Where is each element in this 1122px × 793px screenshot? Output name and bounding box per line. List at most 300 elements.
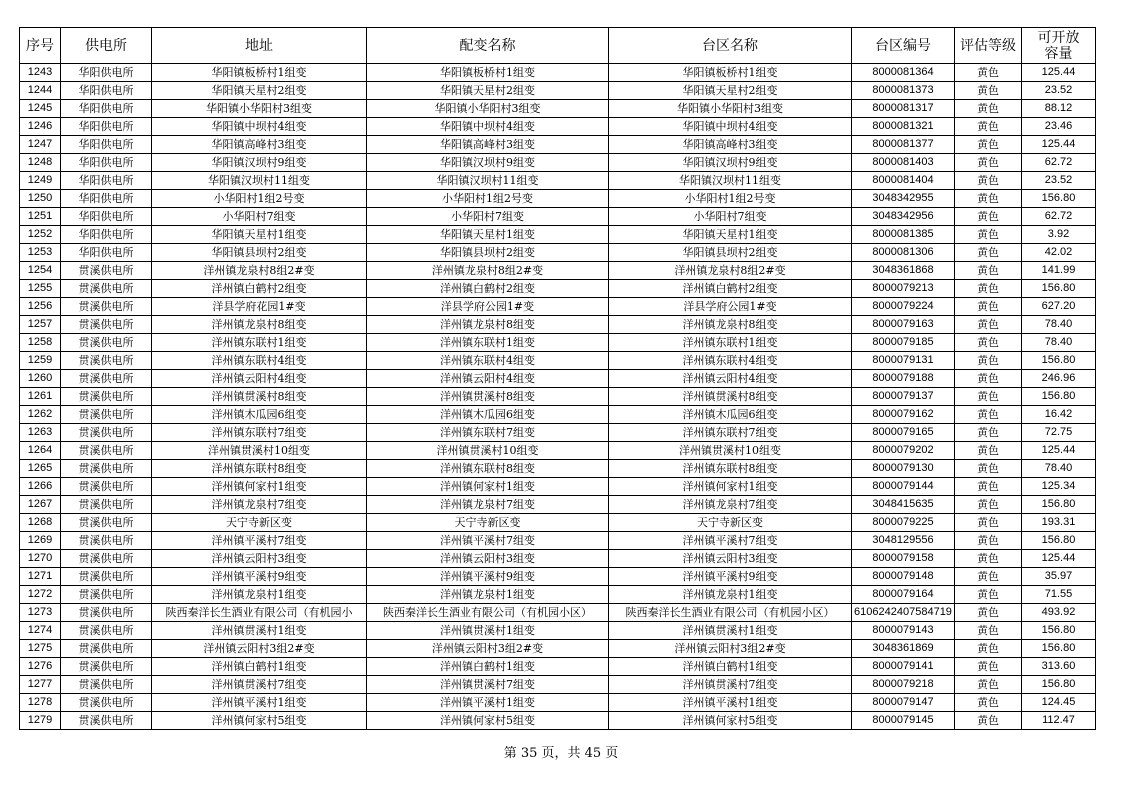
table-row <box>20 154 1096 172</box>
cell-grade: 黄色 <box>955 478 1022 496</box>
cell-capacity: 156.80 <box>1022 622 1096 640</box>
table-row <box>20 64 1096 82</box>
cell-area-name: 华阳镇县坝村2组变 <box>609 244 852 262</box>
cell-area-name: 华阳镇中坝村4组变 <box>609 118 852 136</box>
cell-station: 华阳供电所 <box>61 226 152 244</box>
cell-area-name: 洋州镇东联村7组变 <box>609 424 852 442</box>
cell-transformer: 洋州镇贯溪村1组变 <box>367 622 609 640</box>
cell-seq: 1244 <box>20 82 61 100</box>
col-header-address: 地址 <box>152 28 367 64</box>
cell-seq: 1247 <box>20 136 61 154</box>
cell-transformer: 洋州镇龙泉村1组变 <box>367 586 609 604</box>
cell-address: 洋州镇平溪村7组变 <box>152 532 367 550</box>
cell-station: 华阳供电所 <box>61 154 152 172</box>
cell-station: 贯溪供电所 <box>61 712 152 730</box>
cell-capacity: 78.40 <box>1022 334 1096 352</box>
cell-seq: 1246 <box>20 118 61 136</box>
cell-seq: 1248 <box>20 154 61 172</box>
cell-seq: 1261 <box>20 388 61 406</box>
cell-capacity: 78.40 <box>1022 460 1096 478</box>
cell-address: 洋州镇白鹤村1组变 <box>152 658 367 676</box>
cell-capacity: 156.80 <box>1022 496 1096 514</box>
cell-capacity: 627.20 <box>1022 298 1096 316</box>
cell-capacity: 493.92 <box>1022 604 1096 622</box>
cell-address: 华阳镇小华阳村3组变 <box>152 100 367 118</box>
table-row <box>20 100 1096 118</box>
col-header-station: 供电所 <box>61 28 152 64</box>
cell-station: 华阳供电所 <box>61 64 152 82</box>
cell-seq: 1256 <box>20 298 61 316</box>
cell-area-name: 华阳镇汉坝村9组变 <box>609 154 852 172</box>
cell-grade: 黄色 <box>955 64 1022 82</box>
cell-station: 华阳供电所 <box>61 190 152 208</box>
cell-seq: 1274 <box>20 622 61 640</box>
cell-area-name: 洋州镇东联村4组变 <box>609 352 852 370</box>
cell-area-id: 8000081404 <box>852 172 955 190</box>
cell-capacity: 141.99 <box>1022 262 1096 280</box>
col-header-area-id: 台区编号 <box>852 28 955 64</box>
cell-capacity: 42.02 <box>1022 244 1096 262</box>
cell-seq: 1275 <box>20 640 61 658</box>
cell-station: 贯溪供电所 <box>61 334 152 352</box>
cell-seq: 1249 <box>20 172 61 190</box>
table-row <box>20 514 1096 532</box>
cell-area-name: 洋州镇何家村5组变 <box>609 712 852 730</box>
cell-grade: 黄色 <box>955 316 1022 334</box>
cell-area-id: 8000081317 <box>852 100 955 118</box>
cell-capacity: 125.34 <box>1022 478 1096 496</box>
cell-capacity: 156.80 <box>1022 280 1096 298</box>
cell-grade: 黄色 <box>955 136 1022 154</box>
cell-grade: 黄色 <box>955 712 1022 730</box>
table-row <box>20 262 1096 280</box>
table-row <box>20 316 1096 334</box>
cell-area-name: 洋州镇白鹤村1组变 <box>609 658 852 676</box>
col-header-capacity: 可开放容量 <box>1022 28 1096 64</box>
cell-address: 小华阳村1组2号变 <box>152 190 367 208</box>
table-row <box>20 208 1096 226</box>
cell-area-id: 8000079143 <box>852 622 955 640</box>
cell-address: 洋州镇龙泉村8组2#变 <box>152 262 367 280</box>
cell-area-id: 3048361869 <box>852 640 955 658</box>
cell-transformer: 华阳镇县坝村2组变 <box>367 244 609 262</box>
table-row <box>20 82 1096 100</box>
cell-seq: 1251 <box>20 208 61 226</box>
cell-grade: 黄色 <box>955 208 1022 226</box>
cell-transformer: 小华阳村1组2号变 <box>367 190 609 208</box>
cell-seq: 1278 <box>20 694 61 712</box>
cell-transformer: 华阳镇天星村1组变 <box>367 226 609 244</box>
col-header-seq: 序号 <box>20 28 61 64</box>
cell-transformer: 洋州镇木瓜园6组变 <box>367 406 609 424</box>
col-header-transformer: 配变名称 <box>367 28 609 64</box>
cell-area-name: 天宁寺新区变 <box>609 514 852 532</box>
cell-seq: 1277 <box>20 676 61 694</box>
cell-address: 洋州镇东联村7组变 <box>152 424 367 442</box>
cell-capacity: 72.75 <box>1022 424 1096 442</box>
cell-area-id: 8000079137 <box>852 388 955 406</box>
cell-transformer: 华阳镇汉坝村11组变 <box>367 172 609 190</box>
cell-area-id: 8000079202 <box>852 442 955 460</box>
table-row <box>20 496 1096 514</box>
cell-station: 贯溪供电所 <box>61 388 152 406</box>
cell-station: 贯溪供电所 <box>61 586 152 604</box>
cell-address: 洋州镇木瓜园6组变 <box>152 406 367 424</box>
cell-transformer: 洋州镇龙泉村7组变 <box>367 496 609 514</box>
cell-address: 洋县学府花园1#变 <box>152 298 367 316</box>
cell-capacity: 156.80 <box>1022 352 1096 370</box>
cell-area-name: 洋州镇何家村1组变 <box>609 478 852 496</box>
table-row <box>20 244 1096 262</box>
cell-area-id: 8000079148 <box>852 568 955 586</box>
table-row <box>20 550 1096 568</box>
cell-transformer: 洋州镇云阳村3组变 <box>367 550 609 568</box>
cell-address: 洋州镇贯溪村10组变 <box>152 442 367 460</box>
table-row <box>20 406 1096 424</box>
cell-address: 洋州镇云阳村3组2#变 <box>152 640 367 658</box>
cell-capacity: 78.40 <box>1022 316 1096 334</box>
cell-address: 华阳镇汉坝村9组变 <box>152 154 367 172</box>
cell-address: 洋州镇平溪村1组变 <box>152 694 367 712</box>
table-row <box>20 532 1096 550</box>
cell-station: 贯溪供电所 <box>61 262 152 280</box>
table-row <box>20 388 1096 406</box>
cell-transformer: 洋州镇东联村1组变 <box>367 334 609 352</box>
cell-address: 陕西秦洋长生酒业有限公司（有机园小 <box>152 604 367 622</box>
cell-grade: 黄色 <box>955 298 1022 316</box>
cell-station: 华阳供电所 <box>61 208 152 226</box>
cell-area-id: 8000079131 <box>852 352 955 370</box>
cell-area-name: 洋州镇贯溪村7组变 <box>609 676 852 694</box>
cell-station: 贯溪供电所 <box>61 280 152 298</box>
cell-address: 洋州镇龙泉村7组变 <box>152 496 367 514</box>
cell-area-name: 洋州镇龙泉村8组变 <box>609 316 852 334</box>
table-row <box>20 172 1096 190</box>
cell-transformer: 洋州镇云阳村3组2#变 <box>367 640 609 658</box>
cell-station: 贯溪供电所 <box>61 550 152 568</box>
cell-seq: 1276 <box>20 658 61 676</box>
table-row <box>20 604 1096 622</box>
cell-grade: 黄色 <box>955 118 1022 136</box>
cell-address: 华阳镇板桥村1组变 <box>152 64 367 82</box>
cell-station: 华阳供电所 <box>61 244 152 262</box>
table-row <box>20 568 1096 586</box>
cell-area-name: 华阳镇小华阳村3组变 <box>609 100 852 118</box>
cell-capacity: 156.80 <box>1022 388 1096 406</box>
cell-address: 洋州镇贯溪村7组变 <box>152 676 367 694</box>
cell-grade: 黄色 <box>955 550 1022 568</box>
cell-transformer: 陕西秦洋长生酒业有限公司（有机园小区） <box>367 604 609 622</box>
cell-seq: 1257 <box>20 316 61 334</box>
cell-address: 天宁寺新区变 <box>152 514 367 532</box>
col-header-grade: 评估等级 <box>955 28 1022 64</box>
cell-seq: 1272 <box>20 586 61 604</box>
cell-capacity: 156.80 <box>1022 190 1096 208</box>
cell-area-id: 8000081364 <box>852 64 955 82</box>
cell-address: 洋州镇东联村8组变 <box>152 460 367 478</box>
cell-grade: 黄色 <box>955 640 1022 658</box>
cell-grade: 黄色 <box>955 244 1022 262</box>
cell-grade: 黄色 <box>955 154 1022 172</box>
cell-transformer: 洋州镇平溪村9组变 <box>367 568 609 586</box>
cell-transformer: 洋州镇平溪村1组变 <box>367 694 609 712</box>
table-row <box>20 658 1096 676</box>
cell-address: 洋州镇平溪村9组变 <box>152 568 367 586</box>
cell-area-id: 8000079147 <box>852 694 955 712</box>
table-row <box>20 370 1096 388</box>
cell-transformer: 洋县学府公园1#变 <box>367 298 609 316</box>
cell-grade: 黄色 <box>955 658 1022 676</box>
cell-area-name: 洋州镇平溪村7组变 <box>609 532 852 550</box>
cell-grade: 黄色 <box>955 280 1022 298</box>
cell-area-name: 洋州镇龙泉村7组变 <box>609 496 852 514</box>
cell-station: 华阳供电所 <box>61 118 152 136</box>
cell-area-name: 洋州镇龙泉村1组变 <box>609 586 852 604</box>
cell-area-id: 8000079145 <box>852 712 955 730</box>
cell-capacity: 156.80 <box>1022 640 1096 658</box>
cell-seq: 1279 <box>20 712 61 730</box>
table-body <box>20 64 1096 730</box>
cell-area-id: 8000081373 <box>852 82 955 100</box>
table-row <box>20 118 1096 136</box>
cell-station: 贯溪供电所 <box>61 640 152 658</box>
cell-grade: 黄色 <box>955 694 1022 712</box>
cell-address: 华阳镇高峰村3组变 <box>152 136 367 154</box>
cell-grade: 黄色 <box>955 460 1022 478</box>
cell-area-name: 洋州镇平溪村9组变 <box>609 568 852 586</box>
cell-area-id: 8000081385 <box>852 226 955 244</box>
cell-address: 华阳镇县坝村2组变 <box>152 244 367 262</box>
cell-seq: 1250 <box>20 190 61 208</box>
cell-grade: 黄色 <box>955 262 1022 280</box>
cell-grade: 黄色 <box>955 514 1022 532</box>
cell-station: 贯溪供电所 <box>61 568 152 586</box>
cell-grade: 黄色 <box>955 334 1022 352</box>
cell-grade: 黄色 <box>955 82 1022 100</box>
cell-station: 贯溪供电所 <box>61 298 152 316</box>
header-row <box>20 28 1096 64</box>
cell-grade: 黄色 <box>955 604 1022 622</box>
cell-transformer: 洋州镇白鹤村2组变 <box>367 280 609 298</box>
cell-capacity: 35.97 <box>1022 568 1096 586</box>
cell-address: 华阳镇天星村2组变 <box>152 82 367 100</box>
cell-seq: 1245 <box>20 100 61 118</box>
cell-address: 洋州镇贯溪村1组变 <box>152 622 367 640</box>
table-row <box>20 334 1096 352</box>
cell-grade: 黄色 <box>955 406 1022 424</box>
cell-area-id: 8000079225 <box>852 514 955 532</box>
table-row <box>20 298 1096 316</box>
cell-area-id: 8000079130 <box>852 460 955 478</box>
cell-address: 洋州镇云阳村4组变 <box>152 370 367 388</box>
cell-station: 华阳供电所 <box>61 100 152 118</box>
table-row <box>20 442 1096 460</box>
cell-grade: 黄色 <box>955 676 1022 694</box>
cell-station: 华阳供电所 <box>61 136 152 154</box>
cell-address: 华阳镇中坝村4组变 <box>152 118 367 136</box>
cell-area-id: 8000079144 <box>852 478 955 496</box>
cell-station: 贯溪供电所 <box>61 622 152 640</box>
cell-address: 洋州镇龙泉村1组变 <box>152 586 367 604</box>
cell-area-id: 8000081403 <box>852 154 955 172</box>
cell-seq: 1270 <box>20 550 61 568</box>
cell-station: 贯溪供电所 <box>61 316 152 334</box>
cell-address: 洋州镇何家村5组变 <box>152 712 367 730</box>
cell-area-id: 8000079218 <box>852 676 955 694</box>
cell-area-id: 3048129556 <box>852 532 955 550</box>
cell-grade: 黄色 <box>955 424 1022 442</box>
cell-area-id: 8000079162 <box>852 406 955 424</box>
cell-station: 贯溪供电所 <box>61 352 152 370</box>
cell-area-name: 华阳镇汉坝村11组变 <box>609 172 852 190</box>
cell-capacity: 156.80 <box>1022 676 1096 694</box>
cell-address: 洋州镇东联村4组变 <box>152 352 367 370</box>
col-header-area-name: 台区名称 <box>609 28 852 64</box>
cell-area-name: 华阳镇高峰村3组变 <box>609 136 852 154</box>
cell-transformer: 洋州镇何家村1组变 <box>367 478 609 496</box>
cell-station: 贯溪供电所 <box>61 694 152 712</box>
cell-transformer: 华阳镇板桥村1组变 <box>367 64 609 82</box>
cell-seq: 1271 <box>20 568 61 586</box>
table-row <box>20 460 1096 478</box>
cell-grade: 黄色 <box>955 226 1022 244</box>
cell-station: 贯溪供电所 <box>61 442 152 460</box>
cell-area-name: 洋县学府公园1#变 <box>609 298 852 316</box>
cell-seq: 1254 <box>20 262 61 280</box>
cell-transformer: 洋州镇东联村4组变 <box>367 352 609 370</box>
cell-area-name: 洋州镇云阳村4组变 <box>609 370 852 388</box>
cell-area-id: 8000079165 <box>852 424 955 442</box>
table-row <box>20 676 1096 694</box>
cell-address: 洋州镇白鹤村2组变 <box>152 280 367 298</box>
cell-area-id: 8000079224 <box>852 298 955 316</box>
cell-area-id: 8000081321 <box>852 118 955 136</box>
cell-transformer: 洋州镇白鹤村1组变 <box>367 658 609 676</box>
cell-transformer: 洋州镇贯溪村10组变 <box>367 442 609 460</box>
cell-seq: 1273 <box>20 604 61 622</box>
cell-area-name: 小华阳村7组变 <box>609 208 852 226</box>
cell-address: 华阳镇天星村1组变 <box>152 226 367 244</box>
cell-station: 贯溪供电所 <box>61 532 152 550</box>
cell-grade: 黄色 <box>955 190 1022 208</box>
cell-area-name: 洋州镇贯溪村8组变 <box>609 388 852 406</box>
cell-seq: 1252 <box>20 226 61 244</box>
table-row <box>20 280 1096 298</box>
page-number: 第 35 页，共 45 页 <box>503 746 619 761</box>
cell-transformer: 洋州镇贯溪村8组变 <box>367 388 609 406</box>
cell-seq: 1255 <box>20 280 61 298</box>
cell-transformer: 华阳镇高峰村3组变 <box>367 136 609 154</box>
cell-area-id: 8000079141 <box>852 658 955 676</box>
cell-address: 洋州镇东联村1组变 <box>152 334 367 352</box>
cell-transformer: 小华阳村7组变 <box>367 208 609 226</box>
cell-area-name: 华阳镇天星村2组变 <box>609 82 852 100</box>
table-row <box>20 712 1096 730</box>
cell-area-id: 3048361868 <box>852 262 955 280</box>
cell-area-id: 8000081377 <box>852 136 955 154</box>
cell-area-id: 3048342955 <box>852 190 955 208</box>
cell-area-id: 8000079185 <box>852 334 955 352</box>
cell-station: 贯溪供电所 <box>61 370 152 388</box>
cell-seq: 1262 <box>20 406 61 424</box>
cell-transformer: 洋州镇东联村7组变 <box>367 424 609 442</box>
cell-area-name: 华阳镇板桥村1组变 <box>609 64 852 82</box>
cell-area-name: 洋州镇龙泉村8组2#变 <box>609 262 852 280</box>
table-row <box>20 622 1096 640</box>
table-row <box>20 424 1096 442</box>
cell-area-name: 华阳镇天星村1组变 <box>609 226 852 244</box>
cell-station: 贯溪供电所 <box>61 514 152 532</box>
cell-capacity: 112.47 <box>1022 712 1096 730</box>
cell-grade: 黄色 <box>955 622 1022 640</box>
cell-transformer: 华阳镇天星村2组变 <box>367 82 609 100</box>
cell-seq: 1263 <box>20 424 61 442</box>
cell-seq: 1265 <box>20 460 61 478</box>
cell-grade: 黄色 <box>955 100 1022 118</box>
cell-transformer: 华阳镇小华阳村3组变 <box>367 100 609 118</box>
cell-area-name: 洋州镇木瓜园6组变 <box>609 406 852 424</box>
cell-area-name: 小华阳村1组2号变 <box>609 190 852 208</box>
cell-transformer: 洋州镇何家村5组变 <box>367 712 609 730</box>
cell-grade: 黄色 <box>955 388 1022 406</box>
cell-seq: 1266 <box>20 478 61 496</box>
cell-capacity: 246.96 <box>1022 370 1096 388</box>
cell-area-id: 3048342956 <box>852 208 955 226</box>
cell-capacity: 23.52 <box>1022 172 1096 190</box>
cell-capacity: 156.80 <box>1022 532 1096 550</box>
cell-capacity: 23.52 <box>1022 82 1096 100</box>
cell-capacity: 3.92 <box>1022 226 1096 244</box>
table-row <box>20 478 1096 496</box>
cell-grade: 黄色 <box>955 568 1022 586</box>
table-row <box>20 136 1096 154</box>
cell-seq: 1258 <box>20 334 61 352</box>
cell-grade: 黄色 <box>955 496 1022 514</box>
cell-transformer: 洋州镇龙泉村8组变 <box>367 316 609 334</box>
cell-area-name: 洋州镇平溪村1组变 <box>609 694 852 712</box>
cell-area-name: 洋州镇白鹤村2组变 <box>609 280 852 298</box>
cell-grade: 黄色 <box>955 352 1022 370</box>
cell-transformer: 华阳镇中坝村4组变 <box>367 118 609 136</box>
cell-station: 贯溪供电所 <box>61 658 152 676</box>
cell-station: 贯溪供电所 <box>61 424 152 442</box>
table-row <box>20 226 1096 244</box>
capacity-table <box>19 27 1096 730</box>
cell-seq: 1268 <box>20 514 61 532</box>
cell-transformer: 洋州镇贯溪村7组变 <box>367 676 609 694</box>
cell-transformer: 洋州镇平溪村7组变 <box>367 532 609 550</box>
table-header <box>20 28 1096 64</box>
cell-capacity: 125.44 <box>1022 136 1096 154</box>
cell-area-name: 洋州镇云阳村3组2#变 <box>609 640 852 658</box>
cell-station: 贯溪供电所 <box>61 460 152 478</box>
cell-transformer: 天宁寺新区变 <box>367 514 609 532</box>
cell-area-name: 洋州镇东联村1组变 <box>609 334 852 352</box>
cell-capacity: 88.12 <box>1022 100 1096 118</box>
cell-grade: 黄色 <box>955 532 1022 550</box>
cell-station: 贯溪供电所 <box>61 496 152 514</box>
table-row <box>20 694 1096 712</box>
cell-grade: 黄色 <box>955 370 1022 388</box>
cell-area-name: 陕西秦洋长生酒业有限公司（有机园小区） <box>609 604 852 622</box>
cell-capacity: 124.45 <box>1022 694 1096 712</box>
cell-capacity: 23.46 <box>1022 118 1096 136</box>
cell-area-id: 8000079164 <box>852 586 955 604</box>
cell-address: 洋州镇何家村1组变 <box>152 478 367 496</box>
cell-transformer: 洋州镇云阳村4组变 <box>367 370 609 388</box>
cell-capacity: 62.72 <box>1022 208 1096 226</box>
cell-area-id: 3048415635 <box>852 496 955 514</box>
